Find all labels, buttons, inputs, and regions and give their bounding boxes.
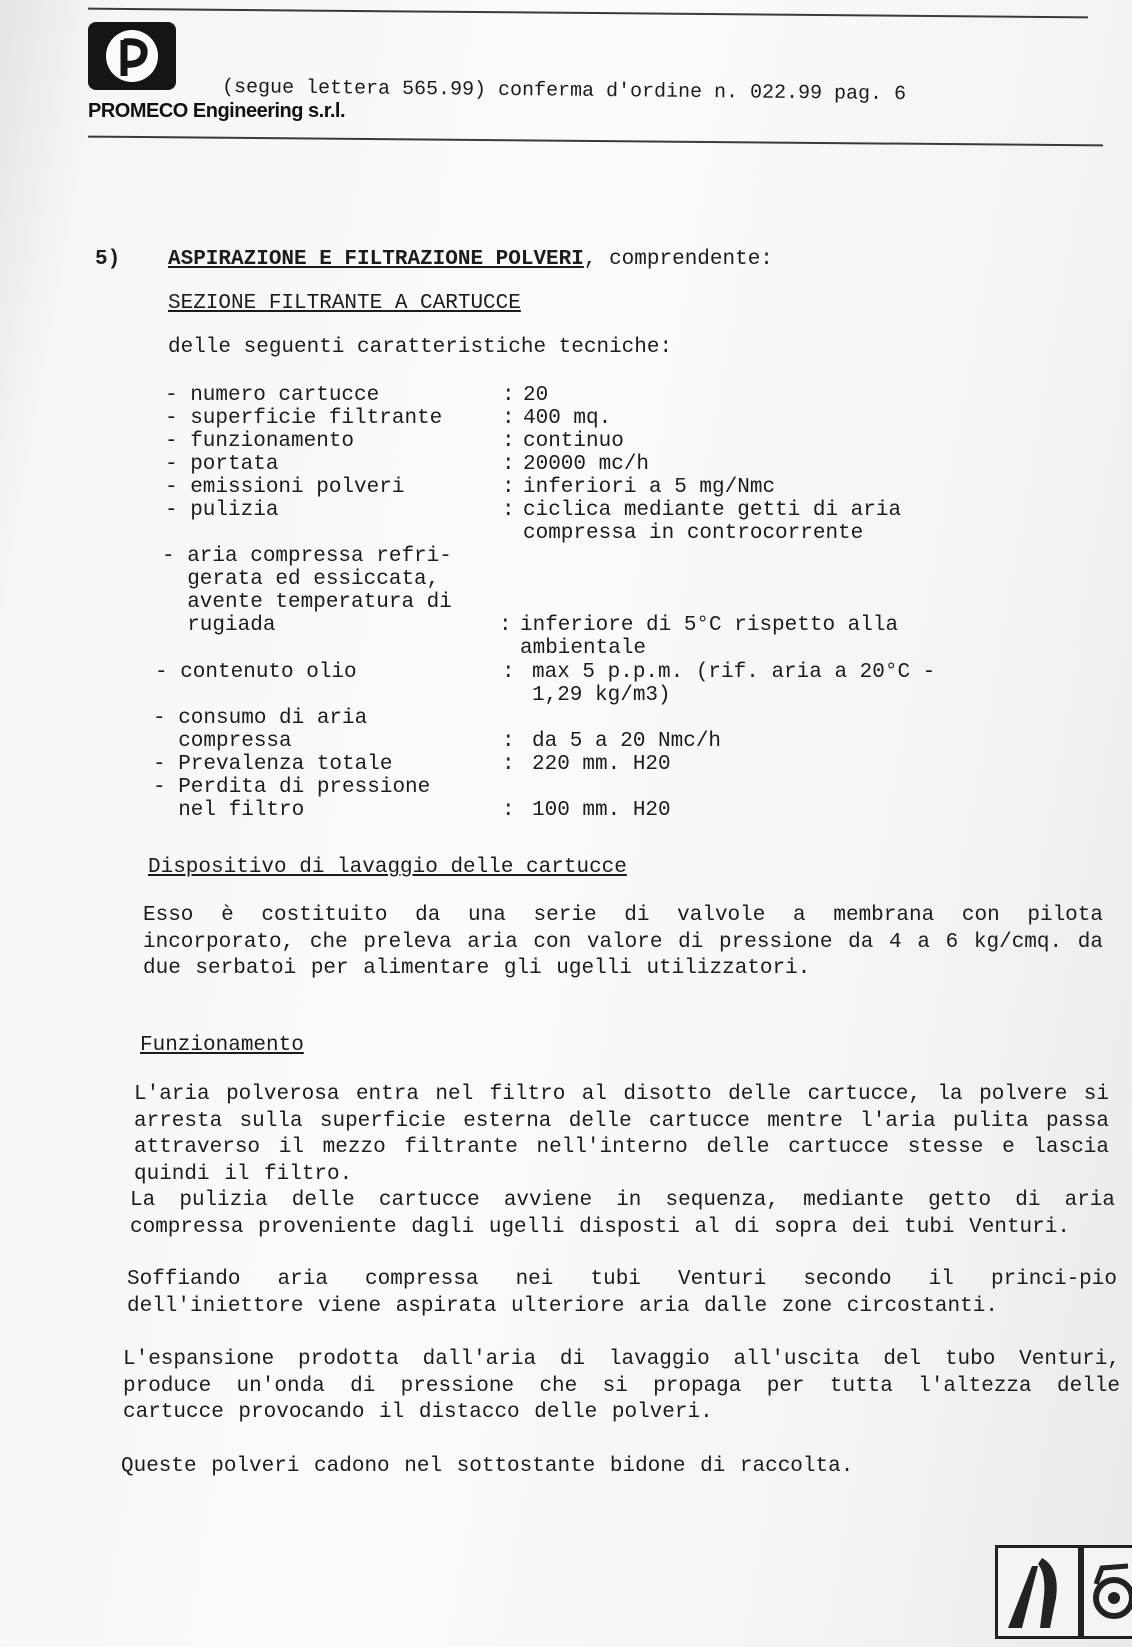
spec-value: 220 mm. H20 xyxy=(532,753,671,776)
spec-value: inferiori a 5 mg/Nmc xyxy=(523,476,776,499)
device-title: Dispositivo di lavaggio delle cartucce xyxy=(148,856,627,879)
company-logo xyxy=(88,22,176,90)
tools-icon xyxy=(995,1545,1081,1639)
spec-colon: : xyxy=(499,614,512,637)
device-text: Esso è costituito da una serie di valvole a membrana con pilota incorporato, che preleva aria con valore di pressione da 4 a 6 kg/cmq. da due serbatoi per alimentare gli ugelli utilizzatori. xyxy=(143,904,1103,980)
spec-value: da 5 a 20 Nmc/h xyxy=(532,730,722,753)
spec-colon: : xyxy=(502,661,515,684)
spec-colon: : xyxy=(502,476,515,499)
spec-value: 20 xyxy=(523,384,549,407)
spec-label: - numero cartucce xyxy=(165,384,380,407)
spec-value: 400 mq. xyxy=(523,407,612,430)
spec-label: - aria compressa refri- gerata ed essiccata, avente temperatura di rugiada xyxy=(162,545,452,637)
operation-paragraph: La pulizia delle cartucce avviene in sequenza, mediante getto di aria compressa proveniente dagli ugelli disposti al di sopra dei tubi Venturi. xyxy=(130,1189,1115,1239)
spec-colon: : xyxy=(502,799,515,822)
spec-label: - consumo di aria compressa xyxy=(153,707,368,753)
spec-label: - Perdita di pressione nel filtro xyxy=(153,776,431,822)
header-bottom-rule xyxy=(88,136,1103,147)
spec-colon: : xyxy=(502,499,515,522)
spec-label: - contenuto olio xyxy=(155,661,357,684)
operation-paragraph: L'aria polverosa entra nel filtro al disotto delle cartucce, la polvere si arresta sulla superficie esterna delle cartucce mentre l'aria pulita passa attraverso il mezzo filtrante nell'interno delle cartucce stesse e lascia quindi il filtro. xyxy=(134,1083,1109,1186)
promeco-logo-icon xyxy=(88,22,176,90)
specs-intro: delle seguenti caratteristiche tecniche: xyxy=(168,336,673,359)
spec-value: 20000 mc/h xyxy=(523,453,650,476)
spec-value: ciclica mediante getti di aria compressa in controcorrente xyxy=(523,499,902,545)
section-title-suffix: , comprendente: xyxy=(583,248,773,271)
spec-label: - portata xyxy=(165,453,279,476)
spec-colon: : xyxy=(502,753,515,776)
section-title xyxy=(168,248,773,271)
operation-paragraph: L'espansione prodotta dall'aria di lavaggio all'uscita del tubo Venturi, produce un'onda di pressione che si propaga per tutta l'altezza delle cartucce provocando il distacco delle polveri. xyxy=(123,1348,1120,1424)
section-number: 5) xyxy=(95,248,121,271)
subsection-title: SEZIONE FILTRANTE A CARTUCCE xyxy=(168,292,521,315)
spec-colon: : xyxy=(502,453,515,476)
header-reference: (segue lettera 565.99) conferma d'ordine n. 022.99 pag. 6 xyxy=(221,76,907,107)
top-rule xyxy=(88,8,1088,19)
spec-row xyxy=(162,545,899,660)
spec-label: - pulizia xyxy=(165,499,279,522)
section-title-text: ASPIRAZIONE E FILTRAZIONE POLVERI xyxy=(168,248,584,271)
spec-value: continuo xyxy=(523,430,624,453)
spec-colon: : xyxy=(502,384,515,407)
operation-title: Funzionamento xyxy=(140,1034,304,1057)
spec-colon: : xyxy=(502,730,515,753)
company-name: PROMECO Engineering s.r.l. xyxy=(88,100,346,122)
spec-label: - superficie filtrante xyxy=(165,407,443,430)
spec-label: - funzionamento xyxy=(165,430,355,453)
spec-colon: : xyxy=(502,407,515,430)
spec-colon: : xyxy=(502,430,515,453)
spec-value: inferiore di 5°C rispetto alla ambientale xyxy=(520,614,899,660)
operation-paragraph: Queste polveri cadono nel sottostante bidone di raccolta. xyxy=(121,1455,854,1478)
spec-value: 100 mm. H20 xyxy=(532,799,671,822)
spec-label: - Prevalenza totale xyxy=(153,753,393,776)
gear-icon xyxy=(1081,1545,1132,1639)
spec-value: max 5 p.p.m. (rif. aria a 20°C - 1,29 kg/m3) xyxy=(532,661,936,707)
operation-paragraph: Soffiando aria compressa nei tubi Venturi secondo il princi-pio dell'iniettore viene aspirata ulteriore aria dalle zone circostanti. xyxy=(127,1268,1117,1318)
spec-label: - emissioni polveri xyxy=(165,476,405,499)
